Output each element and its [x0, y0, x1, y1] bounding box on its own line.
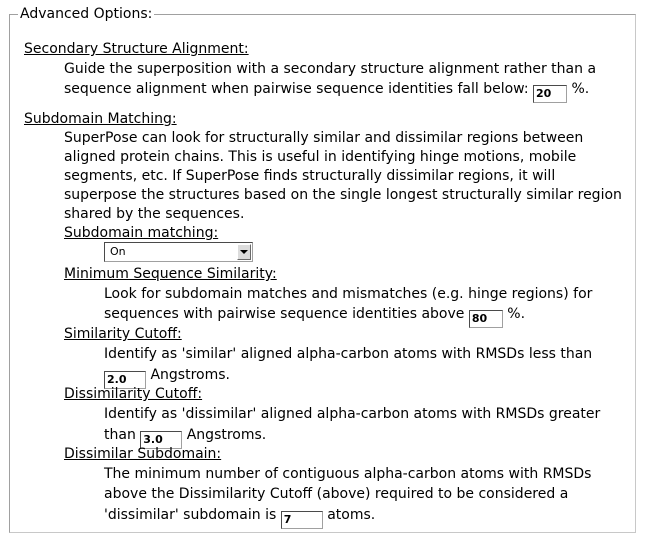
subdomain-matching-title: Subdomain Matching: [24, 111, 177, 127]
min-similarity-label: Minimum Sequence Similarity: [64, 266, 277, 282]
secondary-structure-desc-text: sequence alignment when pairwise sequence identities fall below: [64, 81, 529, 97]
subdomain-desc-line2: aligned protein chains. This is useful in identifying hinge motions, mobile [64, 149, 577, 165]
dissimilar-subdomain-input[interactable]: 7 [281, 511, 323, 529]
subdomain-desc-line5: shared by the sequences. [64, 206, 245, 222]
dissimilar-subdomain-unit: atoms. [327, 507, 376, 523]
min-similarity-input[interactable]: 80 [469, 310, 503, 328]
similarity-cutoff-input[interactable]: 2.0 [104, 371, 146, 389]
secondary-structure-desc-line1: Guide the superposition with a secondary structure alignment rather than a [64, 61, 597, 77]
secondary-structure-threshold-input[interactable]: 20 [533, 85, 567, 103]
dissimilarity-cutoff-input[interactable]: 3.0 [140, 431, 182, 449]
secondary-structure-title: Secondary Structure Alignment: [24, 41, 249, 57]
dissimilarity-cutoff-desc: Identify as 'dissimilar' aligned alpha-carbon atoms with RMSDs greater [104, 406, 601, 422]
dissimilar-subdomain-desc-line1: The minimum number of contiguous alpha-carbon atoms with RMSDs [104, 466, 592, 482]
subdomain-matching-select[interactable] [104, 242, 253, 262]
min-similarity-desc-line1: Look for subdomain matches and mismatches (e.g. hinge regions) for [104, 286, 593, 302]
min-similarity-desc-text: sequences with pairwise sequence identities above [104, 306, 465, 322]
secondary-structure-desc-line2 [64, 80, 589, 103]
fieldset-legend: Advanced Options: [20, 6, 153, 22]
subdomain-desc-line4: superpose the structures based on the single longest structurally similar region [64, 187, 622, 203]
dissimilar-subdomain-label: Dissimilar Subdomain: [64, 446, 222, 462]
dissimilar-subdomain-desc-text: 'dissimilar' subdomain is [104, 507, 277, 523]
dissimilarity-cutoff-prefix: than [104, 427, 136, 443]
similarity-cutoff-unit: Angstroms. [150, 367, 230, 383]
dissimilarity-cutoff-label: Dissimilarity Cutoff: [64, 386, 203, 402]
dissimilar-subdomain-desc-line2: above the Dissimilarity Cutoff (above) required to be considered a [104, 486, 569, 502]
similarity-cutoff-desc: Identify as 'similar' aligned alpha-carbon atoms with RMSDs less than [104, 346, 593, 362]
subdomain-matching-label: Subdomain matching: [64, 225, 219, 241]
secondary-structure-unit: %. [571, 81, 590, 97]
subdomain-matching-selected: On [110, 245, 126, 258]
subdomain-desc-line1: SuperPose can look for structurally similar and dissimilar regions between [64, 130, 584, 146]
dissimilar-subdomain-row [104, 506, 375, 529]
subdomain-desc-line3: segments, etc. If SuperPose finds structurally dissimilar regions, it will [64, 168, 556, 184]
chevron-down-icon[interactable] [237, 244, 251, 260]
dissimilarity-cutoff-unit: Angstroms. [186, 427, 267, 443]
similarity-cutoff-label: Similarity Cutoff: [64, 326, 182, 342]
min-similarity-unit: %. [507, 306, 526, 322]
